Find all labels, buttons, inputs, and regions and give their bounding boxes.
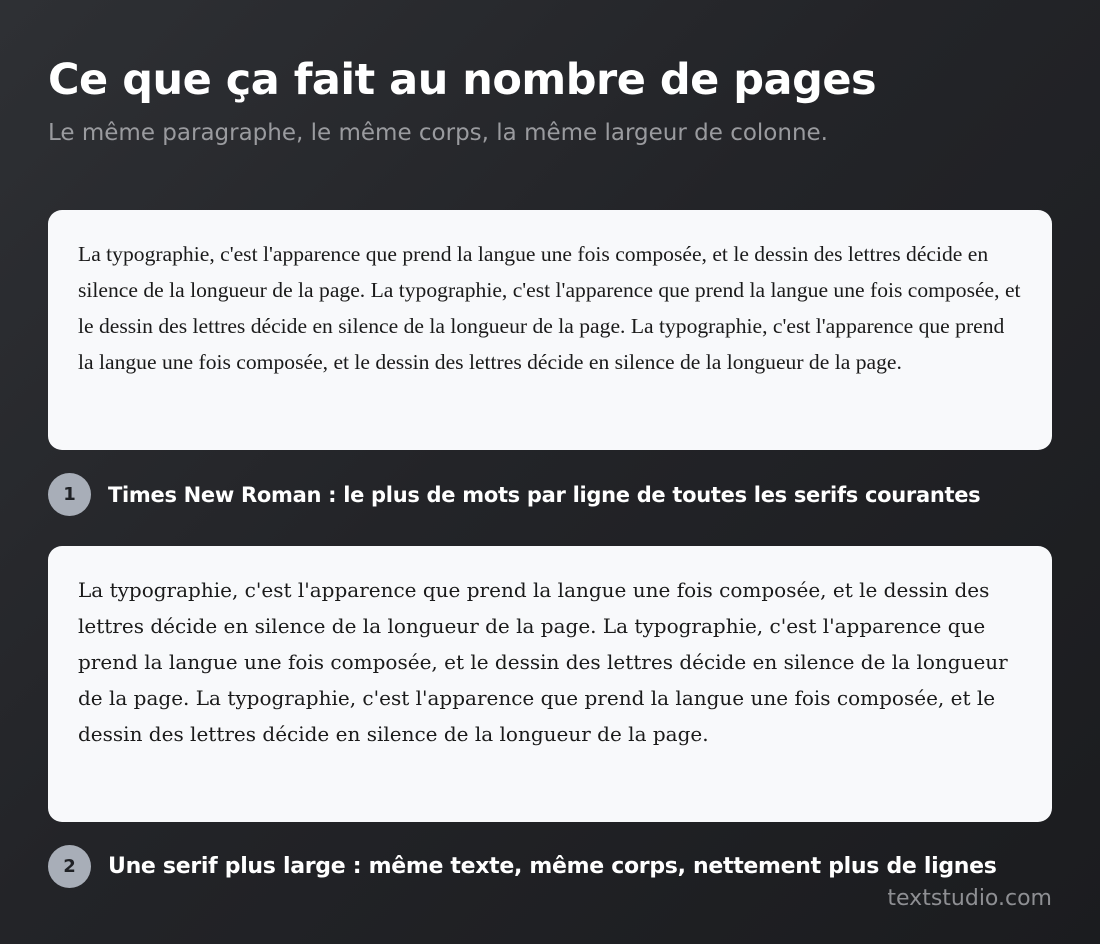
sample-card-times: [48, 210, 1052, 450]
caption-wide-serif: [48, 845, 997, 888]
page-title: Ce que ça fait au nombre de pages: [48, 55, 877, 105]
sample-paragraph-wide-serif: La typographie, c'est l'apparence que prend la langue une fois composée, et le dessin des lettres décide en silence de la longueur de la page. La typographie, c'est l'apparence que prend la langue une fois composée, et le dessin des lettres décide en silence de la longueur de la page. La typographie, c'est l'apparence que prend la langue une fois composée, et le dessin des lettres décide en silence de la longueur de la page.: [78, 578, 1008, 746]
number-badge-2: 2: [48, 845, 91, 888]
sample-paragraph-times: La typographie, c'est l'apparence que prend la langue une fois composée, et le dessin des lettres décide en silence de la longueur de la page. La typographie, c'est l'apparence que prend la langue une fois composée, et le dessin des lettres décide en silence de la longueur de la page. La typographie, c'est l'apparence que prend la langue une fois composée, et le dessin des lettres décide en silence de la longueur de la page.: [78, 242, 1021, 374]
caption-text-times: Times New Roman : le plus de mots par ligne de toutes les serifs courantes: [108, 482, 981, 507]
page-subtitle: Le même paragraphe, le même corps, la même largeur de colonne.: [48, 120, 828, 146]
number-badge-1: 1: [48, 473, 91, 516]
caption-times: [48, 473, 980, 516]
sample-card-wide-serif: [48, 546, 1052, 822]
caption-text-wide-serif: Une serif plus large : même texte, même corps, nettement plus de lignes: [108, 854, 997, 879]
brand-watermark: textstudio.com: [887, 886, 1052, 911]
